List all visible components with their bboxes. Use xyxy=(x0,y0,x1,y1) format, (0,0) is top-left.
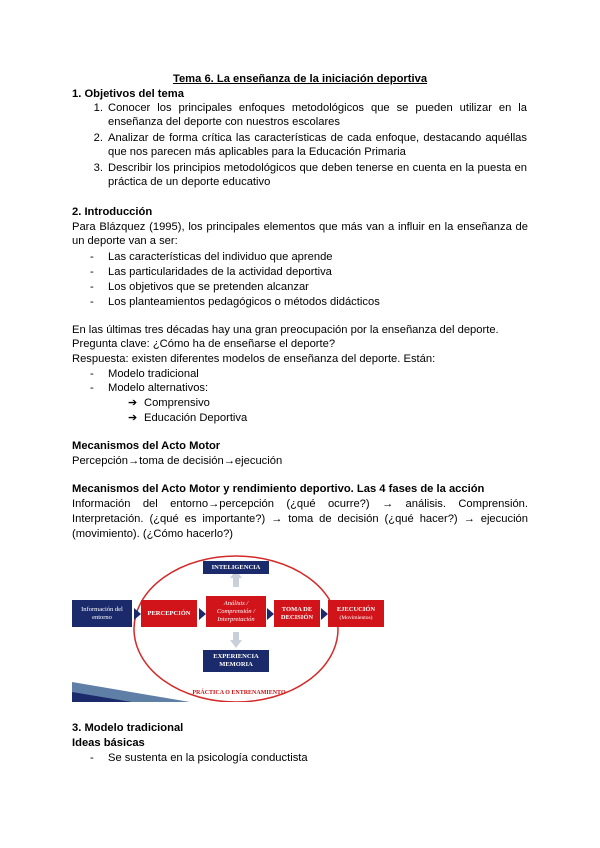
list-item: Se sustenta en la psicología conductista xyxy=(108,752,308,764)
ejecucion-sublabel: (Movimientos) xyxy=(339,614,373,621)
sub-list-item: Educación Deportiva xyxy=(144,412,248,424)
list-item: Modelo tradicional xyxy=(108,368,199,380)
chevron-right-icon xyxy=(134,608,141,620)
list-item-line: Analizar de forma crítica las características de cada enfoque, destacando aquéllas xyxy=(108,132,527,144)
toma-decision-box: TOMA DE DECISIÓN xyxy=(274,600,320,627)
list-item-line: enseñanza del deporte con nuestros escolares xyxy=(108,116,340,128)
chevron-right-icon xyxy=(267,608,274,620)
list-item: Modelo alternativos: xyxy=(108,382,209,394)
paragraph-line: Pregunta clave: ¿Cómo ha de enseñarse el deporte? xyxy=(72,338,336,350)
chevron-right-icon xyxy=(321,608,328,620)
dash-bullet: - xyxy=(90,368,94,380)
paragraph-line: (movimiento). (¿Cómo hacerlo?) xyxy=(72,528,234,540)
list-item: Los objetivos que se pretenden alcanzar xyxy=(108,281,309,293)
ideas-basicas-heading: Ideas básicas xyxy=(72,737,145,749)
list-item: Las particularidades de la actividad deportiva xyxy=(108,266,332,278)
paragraph-line: Información del entorno→percepción (¿qué ocurre?) → análisis. Comprensión. xyxy=(72,498,528,510)
list-item: Los planteamientos pedagógicos o métodos didácticos xyxy=(108,296,380,308)
ejecucion-box xyxy=(328,600,384,627)
section-3-heading: 3. Modelo tradicional xyxy=(72,722,184,734)
dash-bullet: - xyxy=(90,251,94,263)
arrow-bullet-icon: ➔ xyxy=(128,412,138,424)
motor-act-diagram xyxy=(72,552,528,702)
section-1-heading: 1. Objetivos del tema xyxy=(72,88,184,100)
diagram-background xyxy=(72,552,528,702)
page-title: Tema 6. La enseñanza de la iniciación deportiva xyxy=(172,73,428,85)
list-item-line: que nos parecen más aplicables para la Educación Primaria xyxy=(108,146,406,158)
paragraph-line: Interpretación. (¿qué es importante?) → toma de decisión (¿qué hacer?) → ejecución xyxy=(72,513,528,525)
list-number: 3. xyxy=(93,162,103,174)
mechanisms-heading: Mecanismos del Acto Motor xyxy=(72,440,221,452)
paragraph-line: un deporte van a ser: xyxy=(72,235,178,247)
list-number: 2. xyxy=(93,132,103,144)
paragraph-line: Percepción→toma de decisión→ejecución xyxy=(72,455,283,467)
practica-label: PRÁCTICA O ENTRENAMIENTO xyxy=(192,690,286,696)
chevron-right-icon xyxy=(199,608,206,620)
dash-bullet: - xyxy=(90,281,94,293)
list-item-line: Conocer los principales enfoques metodológicos que se pueden utilizar en la xyxy=(108,102,527,114)
list-item: Las características del individuo que aprende xyxy=(108,251,333,263)
inteligencia-box: INTELIGENCIA xyxy=(203,561,269,574)
ejecucion-label: EJECUCIÓN xyxy=(336,605,376,613)
dash-bullet: - xyxy=(90,752,94,764)
paragraph-line: En las últimas tres décadas hay una gran preocupación por la enseñanza del deporte. xyxy=(72,324,499,336)
down-arrow-icon xyxy=(230,632,242,648)
paragraph-line: Respuesta: existen diferentes modelos de enseñanza del deporte. Están: xyxy=(72,353,436,365)
arrow-bullet-icon: ➔ xyxy=(128,397,138,409)
list-item-line: Describir los principios metodológicos que deben tenerse en cuenta en la puesta en xyxy=(108,162,527,174)
dash-bullet: - xyxy=(90,266,94,278)
experiencia-memoria-box: EXPERIENCIA MEMORIA xyxy=(203,650,269,672)
dash-bullet: - xyxy=(90,382,94,394)
list-number: 1. xyxy=(93,102,103,114)
mechanisms-performance-heading: Mecanismos del Acto Motor y rendimiento deportivo. Las 4 fases de la acción xyxy=(72,483,485,495)
paragraph-line: Para Blázquez (1995), los principales elementos que más van a influir en la enseñanza de xyxy=(72,221,528,233)
sub-list-item: Comprensivo xyxy=(144,397,210,409)
percepcion-box: PERCEPCIÓN xyxy=(141,600,197,627)
section-2-heading: 2. Introducción xyxy=(72,206,153,218)
info-entorno-box: Información del entorno xyxy=(72,600,132,627)
list-item-line: práctica de un deporte educativo xyxy=(108,176,271,188)
analisis-box: Análisis / Comprensión / Interpretación xyxy=(206,596,266,627)
dash-bullet: - xyxy=(90,296,94,308)
